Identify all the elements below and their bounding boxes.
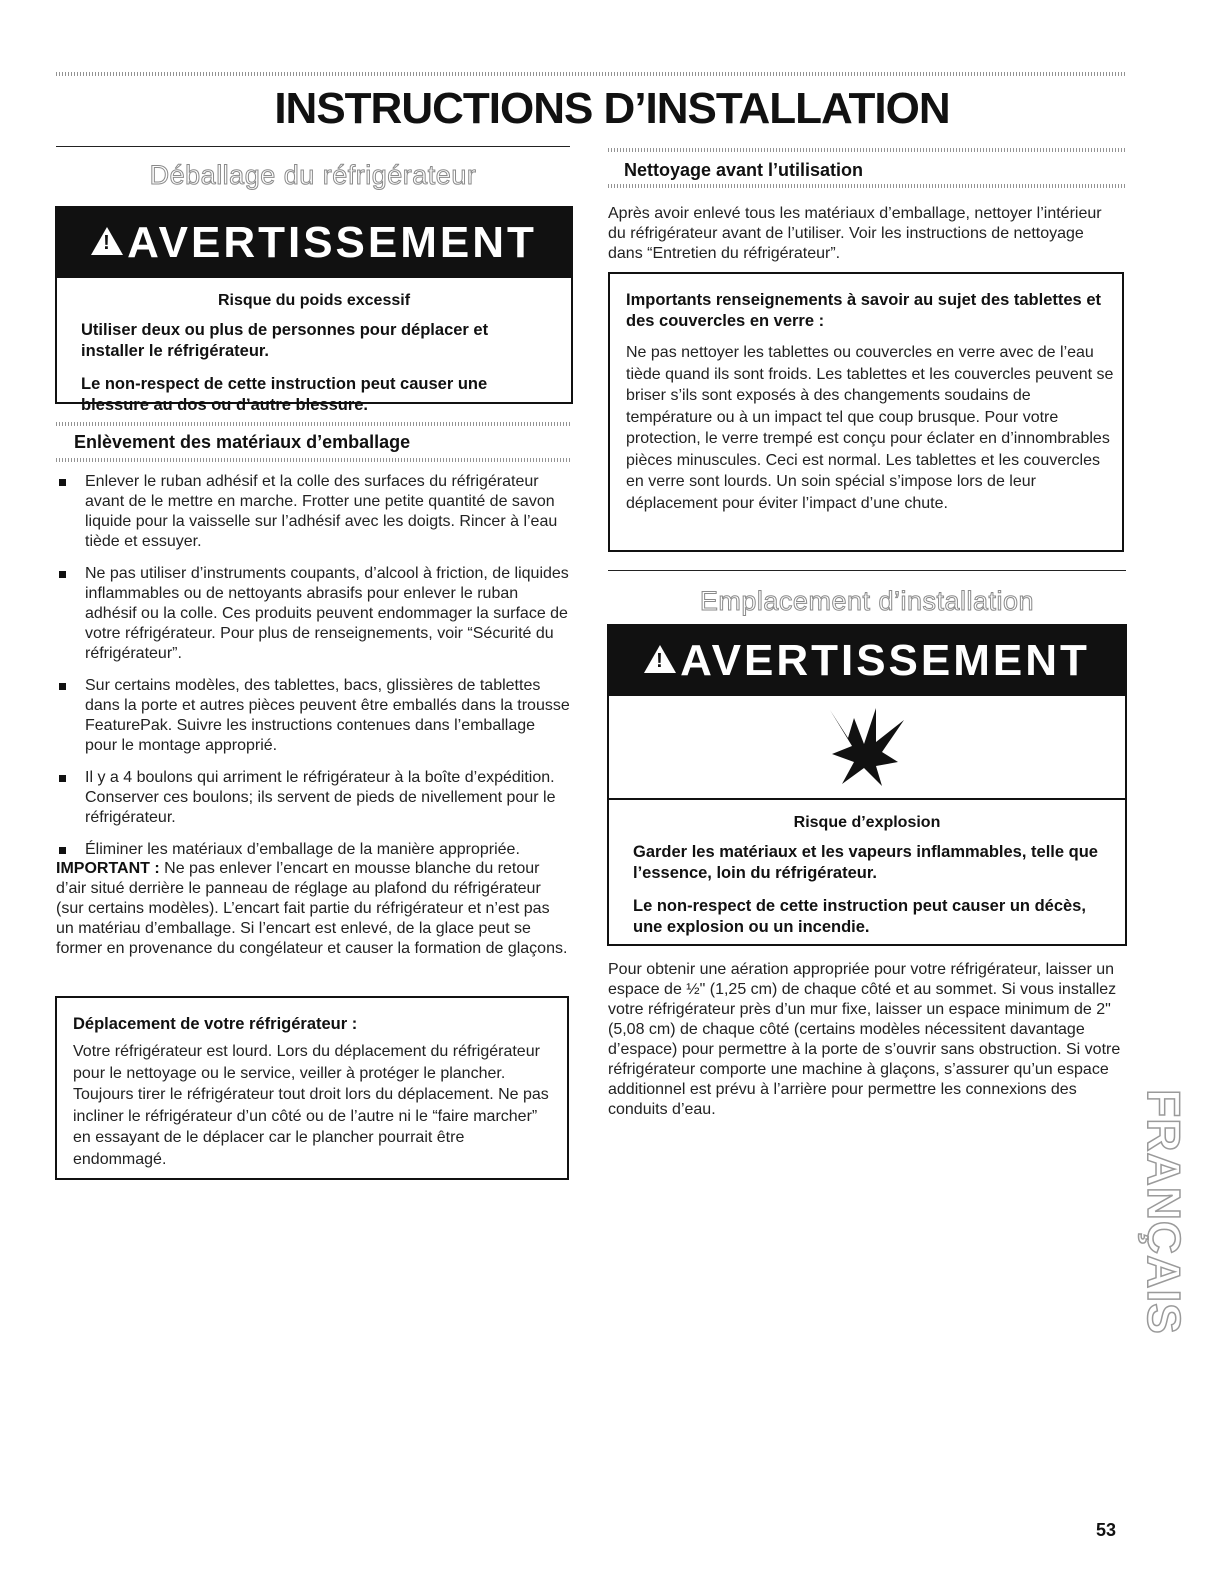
warning-banner — [609, 626, 1125, 696]
important-label: IMPORTANT : — [56, 860, 160, 877]
moving-box-body: Votre réfrigérateur est lourd. Lors du déplacement du réfrigérateur pour le nettoyage ou le service, veiller à protéger le plancher. Toujours tirer le réfrigérateur tout droit lors du déplacement. Ne pas incliner le réfrigérateur d’un côté ou de l’autre ni le “faire marcher” en essayant de le déplacer car le plancher pourrait être endommagé. — [73, 1043, 549, 1168]
glass-box-body: Ne pas nettoyer les tablettes ou couvercles en verre avec de l’eau tiède quand ils sont froids. Les tablettes et les couvercles peuvent se briser s’ils sont exposés à des changements soudains de température ou à un impact tel que coup brusque. Pour votre protection, le verre trempé est conçu pour éclater en d’innombrables pièces minuscules. Ceci est normal. Les tablettes et les couvercles en verre sont lourds. Un soin spécial s’impose lors de leur déplacement pour éviter l’impact d’une chute. — [626, 344, 1114, 512]
list-item-text: Ne pas utiliser d’instruments coupants, d’alcool à friction, de liquides inflammables ou de nettoyants abrasifs pour enlever le ruban adhésif ou la colle. Ces produits peuvent endommager la surface de votre réfrigérateur. Pour plus de renseignements, voir “Sécurité du réfrigérateur”. — [85, 565, 569, 662]
location-text: Pour obtenir une aération appropriée pour votre réfrigérateur, laisser un espace de ½" (1,25 cm) de chaque côté et au sommet. Si vous installez votre réfrigérateur près d’un mur fixe, laisser un espace minimum de 2" (5,08 cm) de chaque côté (certains modèles nécessitent davantage d’espace) pour permettre à la porte de s’ouvrir sans obstruction. Si votre réfrigérateur comporte une machine à glaçons, s’assurer qu’un espace additionnel est prévu à l’arrière pour permettre les connexions des conduits d’eau. — [608, 961, 1121, 1118]
square-bullet-icon — [59, 775, 66, 782]
warning-banner-label: AVERTISSEMENT — [680, 636, 1090, 685]
list-item-text: Enlever le ruban adhésif et la colle des surfaces du réfrigérateur avant de le mettre en marche. Frotter une petite quantité de savon liquide pour la vaisselle sur l’adhésif avec les doigts. Rincer à l’eau tiède et essuyer. — [85, 473, 558, 550]
removal-bullet-list — [56, 472, 570, 872]
removal-heading: Enlèvement des matériaux d’emballage — [74, 432, 411, 452]
list-item — [56, 676, 570, 756]
warning-triangle-icon — [91, 227, 123, 255]
cleaning-heading: Nettoyage avant l’utilisation — [624, 160, 864, 180]
moving-info-box — [55, 996, 569, 1180]
cleaning-rule-bottom — [608, 184, 1126, 188]
language-side-tab-label: FRANÇAIS — [1138, 1089, 1191, 1335]
section-heading-location: Emplacement d’installation — [699, 586, 1035, 616]
warning-risk-title: Risque d’explosion — [793, 814, 941, 831]
right-section-rule — [608, 570, 1126, 571]
cleaning-text: Après avoir enlevé tous les matériaux d’emballage, nettoyer l’intérieur du réfrigérateur avant de l’utiliser. Voir les instructions de nettoyage dans “Entretien du réfrigérateur”. — [608, 205, 1102, 262]
list-item — [56, 768, 570, 828]
square-bullet-icon — [59, 683, 66, 690]
explosion-divider — [609, 798, 1125, 800]
warning-box-explosion — [607, 624, 1127, 946]
glass-box-title: Importants renseignements à savoir au sujet des tablettes et des couvercles en verre : — [626, 291, 1101, 330]
warning-line: Garder les matériaux et les vapeurs inflammables, telle que l’essence, loin du réfrigérateur. — [633, 843, 1098, 882]
warning-banner-label: AVERTISSEMENT — [127, 218, 537, 267]
list-item-text: Il y a 4 boulons qui arriment le réfrigérateur à la boîte d’expédition. Conserver ces boulons; ils servent de pieds de nivellement pour le réfrigérateur. — [85, 769, 556, 826]
list-item-text: Éliminer les matériaux d’emballage de la manière appropriée. — [85, 841, 520, 858]
list-item-text: Sur certains modèles, des tablettes, bacs, glissières de tablettes dans la porte et autres pièces peuvent être emballés dans la trousse FeaturePak. Suivre les instructions contenues dans l’emballage pour le montage approprié. — [85, 677, 570, 754]
top-divider — [56, 72, 1126, 76]
warning-line: Le non-respect de cette instruction peut causer une blessure au dos ou d’autre blessure. — [81, 375, 488, 414]
important-note — [56, 859, 570, 959]
glass-info-box — [608, 272, 1124, 552]
removal-rule-bottom — [56, 458, 570, 462]
section-heading-unpacking: Déballage du réfrigérateur — [149, 160, 477, 190]
removal-rule-top — [56, 422, 570, 426]
list-item — [56, 840, 570, 860]
language-side-tab — [1138, 1084, 1191, 1340]
warning-line: Le non-respect de cette instruction peut causer un décès, une explosion ou un incendie. — [633, 897, 1086, 936]
warning-risk-title: Risque du poids excessif — [217, 292, 411, 309]
warning-line: Utiliser deux ou plus de personnes pour déplacer et installer le réfrigérateur. — [81, 321, 489, 360]
square-bullet-icon — [59, 571, 66, 578]
warning-banner — [57, 208, 571, 278]
square-bullet-icon — [59, 847, 66, 854]
warning-triangle-icon — [644, 645, 676, 673]
warning-box-weight — [55, 206, 573, 414]
page-title: INSTRUCTIONS D’INSTALLATION — [274, 84, 950, 133]
cleaning-rule-top — [608, 148, 1126, 152]
explosion-icon — [824, 704, 910, 790]
list-item — [56, 472, 570, 552]
moving-box-title: Déplacement de votre réfrigérateur : — [73, 1015, 358, 1033]
square-bullet-icon — [59, 479, 66, 486]
page-number: 53 — [1096, 1520, 1117, 1540]
left-section-rule — [56, 146, 570, 147]
important-text: Ne pas enlever l’encart en mousse blanche du retour d’air situé derrière le panneau de réglage au plafond du réfrigérateur (sur certains modèles). L’encart fait partie du réfrigérateur et n’est pas un matériau d’emballage. Si l’encart est enlevé, de la glace peut se former en provenance du congélateur et causer la formation de glaçons. — [56, 860, 568, 957]
list-item — [56, 564, 570, 664]
